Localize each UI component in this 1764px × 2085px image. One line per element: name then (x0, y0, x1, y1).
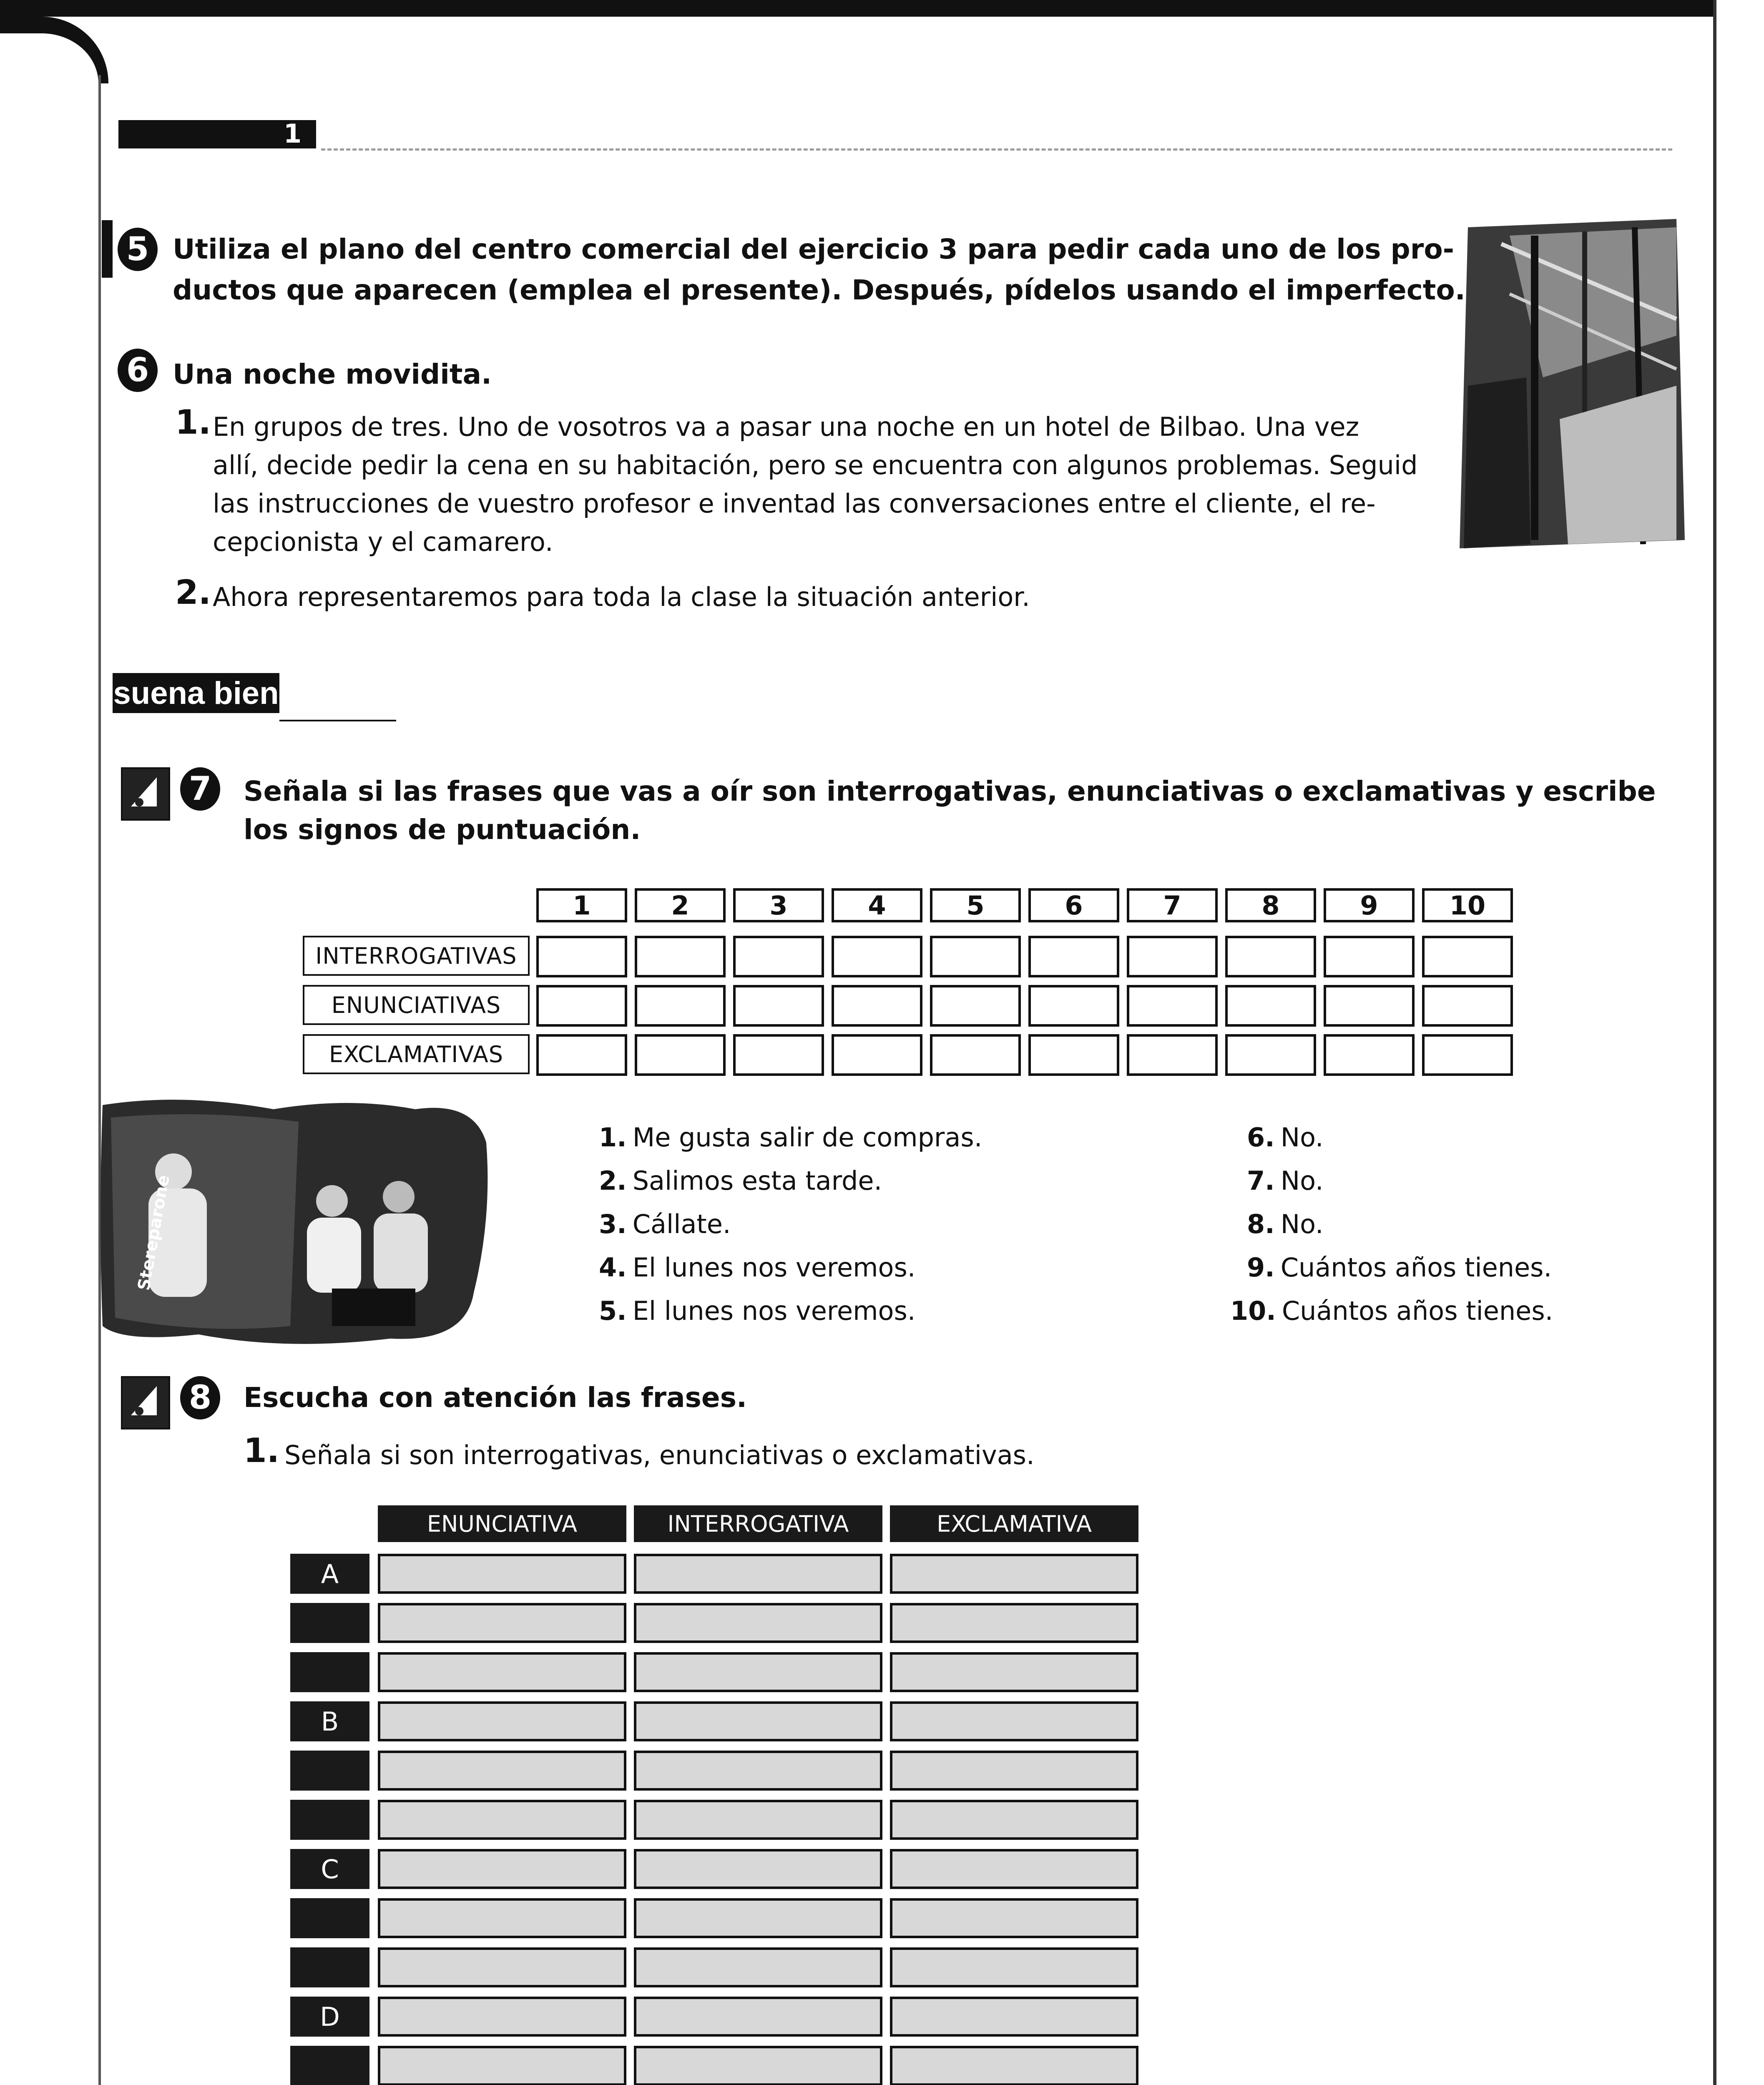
answer-cell[interactable] (890, 1898, 1138, 1938)
answer-cell[interactable] (378, 1554, 626, 1594)
ex8-title: Escucha con atención las frases. (244, 1382, 747, 1414)
answer-cell[interactable] (890, 1701, 1138, 1741)
ex5-line2: ductos que aparecen (emplea el presente). Después, pídelos usando el imperfecto. (173, 274, 1465, 306)
sentence-8-text: No. (1280, 1209, 1324, 1239)
group-label-blank (290, 1800, 369, 1840)
answer-cell[interactable] (890, 1849, 1138, 1889)
grid-cell[interactable] (733, 985, 824, 1027)
ex7-line1: Señala si las frases que vas a oír son interrogativas, enunciativas o exclamativas y escribe (244, 775, 1656, 807)
answer-cell[interactable] (378, 1849, 626, 1889)
grid-cell[interactable] (1028, 1034, 1119, 1076)
right-border (1713, 0, 1716, 2085)
grid-col-5: 5 (930, 888, 1021, 922)
grid-col-10: 10 (1422, 888, 1513, 922)
grid-cell[interactable] (536, 985, 627, 1027)
grid-cell[interactable] (832, 985, 922, 1027)
sentence-7 (1247, 1160, 1324, 1202)
ex5-line1: Utiliza el plano del centro comercial del ejercicio 3 para pedir cada uno de los pro- (173, 233, 1455, 265)
ex6-step1-line3: las instrucciones de vuestro profesor e inventad las conversaciones entre el cliente, el re- (213, 488, 1376, 519)
people-photo (98, 1093, 492, 1351)
grid-cell[interactable] (1225, 985, 1316, 1027)
answer-cell[interactable] (890, 1603, 1138, 1643)
answer-cell[interactable] (634, 1701, 882, 1741)
answer-cell[interactable] (378, 1652, 626, 1692)
sentence-5-number: 5. (599, 1296, 627, 1326)
sentence-1-number: 1. (599, 1122, 627, 1153)
sentence-4-number: 4. (599, 1252, 627, 1283)
answer-cell[interactable] (378, 1751, 626, 1791)
sentence-4-text: El lunes nos veremos. (632, 1252, 916, 1283)
sentence-1 (599, 1117, 982, 1158)
audio-cd-icon-2[interactable] (121, 1376, 170, 1429)
ex6-step1-line2: allí, decide pedir la cena en su habitación, pero se encuentra con algunos problemas. Seguid (213, 450, 1418, 480)
sentence-3-number: 3. (599, 1209, 627, 1239)
sentence-3-text: Cállate. (632, 1209, 731, 1239)
section-label-text: suena bien (113, 675, 279, 711)
row-label-exclamativas: EXCLAMATIVAS (303, 1034, 530, 1074)
grid-cell[interactable] (1127, 936, 1218, 977)
answer-cell[interactable] (378, 1701, 626, 1741)
section-rule (279, 720, 396, 721)
answer-cell[interactable] (634, 2046, 882, 2085)
answer-cell[interactable] (634, 1800, 882, 1840)
grid-cell[interactable] (1422, 1034, 1513, 1076)
grid-col-4: 4 (832, 888, 922, 922)
sentence-6 (1247, 1117, 1324, 1158)
grid-cell[interactable] (1324, 1034, 1415, 1076)
row-label-enunciativas: ENUNCIATIVAS (303, 985, 530, 1025)
photo-caption: Stereparone (134, 1173, 173, 1292)
grid-cell[interactable] (832, 1034, 922, 1076)
sentence-3 (599, 1203, 731, 1245)
group-label: C (290, 1849, 369, 1889)
answer-cell[interactable] (634, 1947, 882, 1987)
sentence-8 (1247, 1203, 1324, 1245)
grid-cell[interactable] (1127, 985, 1218, 1027)
grid-cell[interactable] (1225, 936, 1316, 977)
grid-cell[interactable] (635, 985, 726, 1027)
grid-cell[interactable] (1127, 1034, 1218, 1076)
ex7-line2: los signos de puntuación. (244, 814, 641, 846)
sentence-7-number: 7. (1247, 1166, 1275, 1196)
grid-cell[interactable] (1324, 985, 1415, 1027)
grid-col-1: 1 (536, 888, 627, 922)
ex6-step1-number: 1. (175, 403, 211, 442)
answer-cell[interactable] (634, 1554, 882, 1594)
ex6-step1-line4: cepcionista y el camarero. (213, 527, 553, 557)
sentence-10-number: 10. (1230, 1296, 1276, 1326)
grid-cell[interactable] (1324, 936, 1415, 977)
sentence-2-text: Salimos esta tarde. (632, 1166, 882, 1196)
answer-cell[interactable] (634, 1652, 882, 1692)
group-label-blank (290, 1751, 369, 1791)
group-label: B (290, 1701, 369, 1741)
group-label-blank (290, 1603, 369, 1643)
sentence-6-number: 6. (1247, 1122, 1275, 1153)
sentence-9 (1247, 1247, 1552, 1289)
answer-cell[interactable] (378, 1997, 626, 2037)
answer-cell[interactable] (890, 2046, 1138, 2085)
ex7-number: 7 (180, 767, 220, 811)
grid-cell[interactable] (930, 985, 1021, 1027)
grid-cell[interactable] (733, 936, 824, 977)
top-border (0, 0, 1714, 17)
grid-cell[interactable] (635, 1034, 726, 1076)
group-label: D (290, 1997, 369, 2037)
answer-cell[interactable] (634, 1751, 882, 1791)
group-label-blank (290, 1652, 369, 1692)
answer-cell[interactable] (890, 1751, 1138, 1791)
group-label: A (290, 1554, 369, 1594)
grid-col-9: 9 (1324, 888, 1415, 922)
sentence-9-text: Cuántos años tienes. (1280, 1252, 1552, 1283)
grid-col-7: 7 (1127, 888, 1218, 922)
grid-col-2: 2 (635, 888, 726, 922)
ex6-step1-line1: En grupos de tres. Uno de vosotros va a pasar una noche en un hotel de Bilbao. Una vez (213, 412, 1359, 442)
ex6-step2-number: 2. (175, 573, 211, 612)
sentence-2-number: 2. (599, 1166, 627, 1196)
left-border (98, 75, 101, 2085)
answer-cell[interactable] (634, 1849, 882, 1889)
answer-cell[interactable] (634, 1997, 882, 2037)
ex6-title: Una noche movidita. (173, 358, 492, 390)
answer-cell[interactable] (890, 1554, 1138, 1594)
ex6-number: 6 (118, 349, 158, 392)
ex5-number: 5 (118, 228, 158, 271)
sentence-2 (599, 1160, 882, 1202)
ex8-step1: Señala si son interrogativas, enunciativas o exclamativas. (284, 1440, 1035, 1470)
ex8-step1-number: 1. (244, 1431, 280, 1470)
building-photo (1460, 211, 1685, 550)
table-header-exclamativa: EXCLAMATIVA (890, 1505, 1138, 1542)
answer-cell[interactable] (890, 1652, 1138, 1692)
grid-cell[interactable] (832, 936, 922, 977)
sentence-10 (1230, 1290, 1553, 1332)
ex8-number: 8 (180, 1376, 220, 1419)
audio-cd-icon[interactable] (121, 767, 170, 821)
answer-cell[interactable] (890, 1997, 1138, 2037)
answer-cell[interactable] (634, 1603, 882, 1643)
grid-cell[interactable] (1028, 985, 1119, 1027)
ex6-step2: Ahora representaremos para toda la clase la situación anterior. (213, 582, 1030, 612)
grid-cell[interactable] (536, 936, 627, 977)
answer-cell[interactable] (890, 1947, 1138, 1987)
grid-cell[interactable] (536, 1034, 627, 1076)
sentence-5-text: El lunes nos veremos. (632, 1296, 916, 1326)
sentence-1-text: Me gusta salir de compras. (632, 1122, 983, 1153)
grid-col-8: 8 (1225, 888, 1316, 922)
sentence-4 (599, 1247, 915, 1289)
header-rule (321, 148, 1672, 151)
unit-number: 1 (284, 118, 302, 149)
grid-cell[interactable] (930, 1034, 1021, 1076)
grid-cell[interactable] (1422, 936, 1513, 977)
grid-col-6: 6 (1028, 888, 1119, 922)
group-label-blank (290, 1898, 369, 1938)
grid-cell[interactable] (635, 936, 726, 977)
sentence-5 (599, 1290, 915, 1332)
top-left-curve (0, 17, 108, 83)
table-header-interrogativa: INTERROGATIVA (634, 1505, 882, 1542)
grid-cell[interactable] (733, 1034, 824, 1076)
grid-cell[interactable] (930, 936, 1021, 977)
answer-cell[interactable] (378, 1603, 626, 1643)
grid-cell[interactable] (1422, 985, 1513, 1027)
grid-col-3: 3 (733, 888, 824, 922)
row-label-interrogativas: INTERROGATIVAS (303, 936, 530, 976)
grid-cell[interactable] (1028, 936, 1119, 977)
answer-cell[interactable] (634, 1898, 882, 1938)
group-label-blank (290, 2046, 369, 2085)
grid-cell[interactable] (1225, 1034, 1316, 1076)
answer-cell[interactable] (378, 1947, 626, 1987)
table-header-enunciativa: ENUNCIATIVA (378, 1505, 626, 1542)
answer-cell[interactable] (378, 1898, 626, 1938)
sentence-8-number: 8. (1247, 1209, 1275, 1239)
sentence-6-text: No. (1280, 1122, 1324, 1153)
section-label (113, 673, 279, 713)
bar-marker (102, 220, 113, 278)
answer-cell[interactable] (890, 1800, 1138, 1840)
answer-cell[interactable] (378, 2046, 626, 2085)
group-label-blank (290, 1947, 369, 1987)
sentence-9-number: 9. (1247, 1252, 1275, 1283)
sentence-10-text: Cuántos años tienes. (1282, 1296, 1553, 1326)
sentence-7-text: No. (1280, 1166, 1324, 1196)
answer-cell[interactable] (378, 1800, 626, 1840)
